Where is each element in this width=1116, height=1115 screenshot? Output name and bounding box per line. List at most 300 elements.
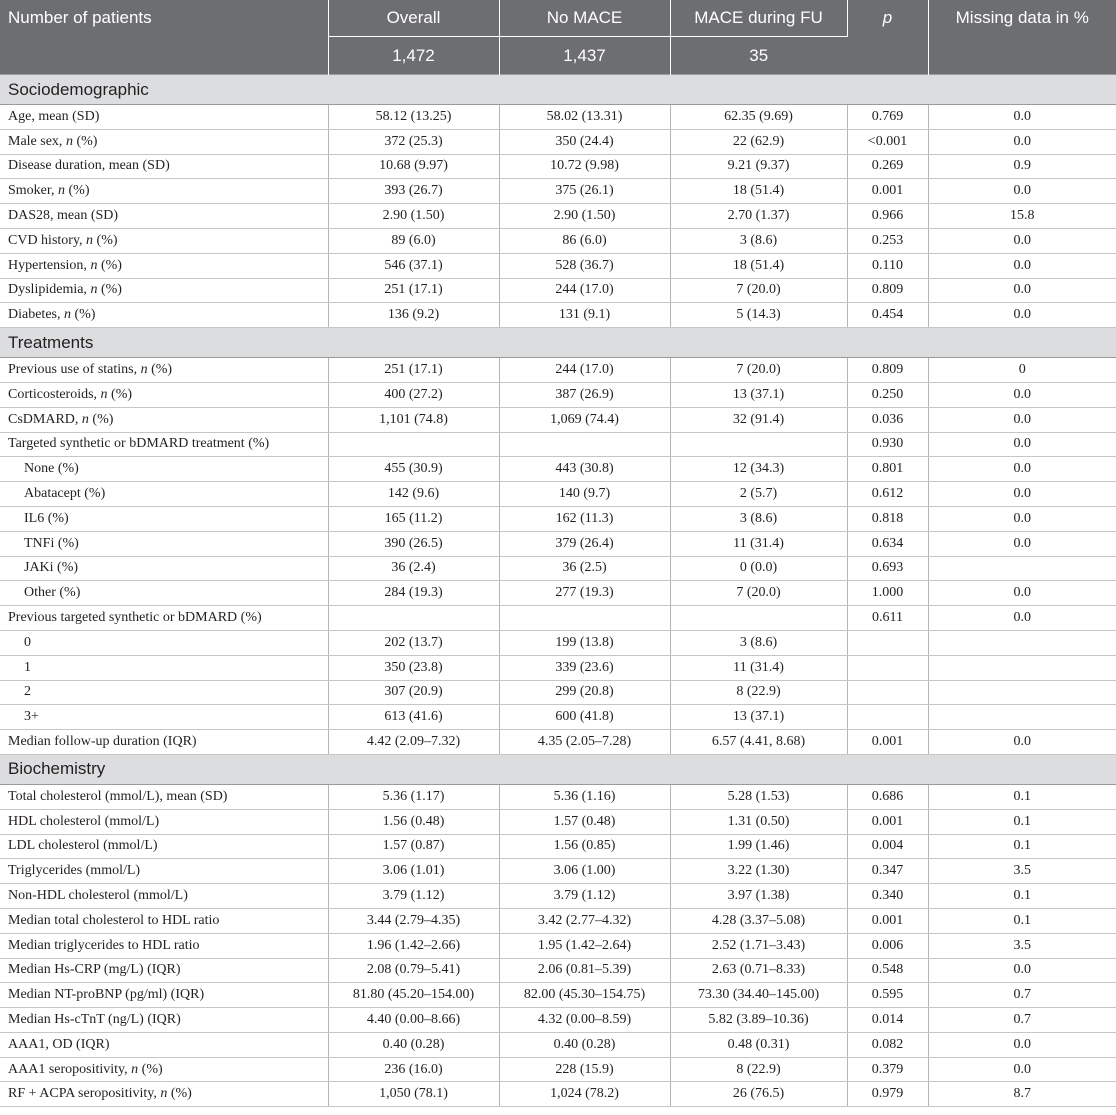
overall-value: 251 (17.1) bbox=[328, 358, 499, 383]
no-mace-value: 199 (13.8) bbox=[499, 630, 670, 655]
overall-value: 1,050 (78.1) bbox=[328, 1082, 499, 1107]
missing-value: 0.1 bbox=[928, 834, 1116, 859]
table-row bbox=[0, 983, 1116, 1008]
mace-value: 7 (20.0) bbox=[670, 358, 847, 383]
row-label bbox=[0, 1032, 328, 1057]
row-label: Hypertension, n (%) bbox=[0, 253, 328, 278]
mace-value: 6.57 (4.41, 8.68) bbox=[670, 730, 847, 755]
no-mace-value: 277 (19.3) bbox=[499, 581, 670, 606]
mace-value: 2.70 (1.37) bbox=[670, 204, 847, 229]
no-mace-value: 443 (30.8) bbox=[499, 457, 670, 482]
overall-value: 372 (25.3) bbox=[328, 129, 499, 154]
overall-value: 236 (16.0) bbox=[328, 1057, 499, 1082]
row-label-text: HDL cholesterol (mmol/L) bbox=[8, 813, 160, 829]
missing-value: 0.1 bbox=[928, 809, 1116, 834]
no-mace-value: 1,069 (74.4) bbox=[499, 407, 670, 432]
table-row bbox=[0, 933, 1116, 958]
p-value: 0.004 bbox=[847, 834, 928, 859]
overall-value: 613 (41.6) bbox=[328, 705, 499, 730]
row-label-text: Targeted synthetic or bDMARD treatment (%) bbox=[8, 436, 270, 452]
missing-value bbox=[928, 630, 1116, 655]
table-row bbox=[0, 1057, 1116, 1082]
row-label-text: JAKi (%) bbox=[24, 560, 79, 576]
row-label-text: DAS28, mean (SD) bbox=[8, 208, 119, 224]
row-label: Previous use of statins, n (%) bbox=[0, 358, 328, 383]
no-mace-value bbox=[499, 432, 670, 457]
row-label: RF + ACPA seropositivity, n (%) bbox=[0, 1082, 328, 1107]
missing-value: 0.0 bbox=[928, 303, 1116, 328]
table-header bbox=[0, 0, 1116, 75]
missing-value: 0.0 bbox=[928, 531, 1116, 556]
section-header bbox=[0, 328, 1116, 358]
no-mace-value: 2.90 (1.50) bbox=[499, 204, 670, 229]
row-label-text: Male sex, bbox=[8, 133, 66, 149]
missing-value: 0.0 bbox=[928, 457, 1116, 482]
mace-value: 5.82 (3.89–10.36) bbox=[670, 1008, 847, 1033]
p-value: 1.000 bbox=[847, 581, 928, 606]
missing-value: 0.0 bbox=[928, 730, 1116, 755]
p-value: 0.966 bbox=[847, 204, 928, 229]
table-row bbox=[0, 859, 1116, 884]
missing-value: 8.7 bbox=[928, 1082, 1116, 1107]
no-mace-value: 5.36 (1.16) bbox=[499, 784, 670, 809]
row-label bbox=[0, 606, 328, 631]
n-symbol: n bbox=[90, 257, 98, 273]
missing-value bbox=[928, 655, 1116, 680]
p-value: 0.595 bbox=[847, 983, 928, 1008]
missing-value: 15.8 bbox=[928, 204, 1116, 229]
mace-value: 0.48 (0.31) bbox=[670, 1032, 847, 1057]
header-mace-during-fu: MACE during FU bbox=[670, 0, 847, 37]
table-row bbox=[0, 204, 1116, 229]
n-symbol: n bbox=[63, 307, 71, 323]
n-symbol: n bbox=[90, 282, 98, 298]
p-value: 0.454 bbox=[847, 303, 928, 328]
mace-value: 8 (22.9) bbox=[670, 680, 847, 705]
p-value: 0.082 bbox=[847, 1032, 928, 1057]
n-symbol: n bbox=[65, 133, 73, 149]
table-row bbox=[0, 407, 1116, 432]
no-mace-value: 528 (36.7) bbox=[499, 253, 670, 278]
mace-value bbox=[670, 606, 847, 631]
row-label-text: Median Hs-cTnT (ng/L) (IQR) bbox=[8, 1011, 181, 1027]
count-no-mace: 1,437 bbox=[499, 37, 670, 75]
header-missing-data: Missing data in % bbox=[928, 0, 1116, 75]
no-mace-value: 1.56 (0.85) bbox=[499, 834, 670, 859]
section-header bbox=[0, 754, 1116, 784]
overall-value: 142 (9.6) bbox=[328, 482, 499, 507]
n-symbol: n bbox=[86, 232, 94, 248]
missing-value: 0.0 bbox=[928, 581, 1116, 606]
mace-value: 5.28 (1.53) bbox=[670, 784, 847, 809]
row-label: AAA1 seropositivity, n (%) bbox=[0, 1057, 328, 1082]
row-label: Smoker, n (%) bbox=[0, 179, 328, 204]
row-label bbox=[0, 958, 328, 983]
row-label-text: None (%) bbox=[24, 461, 79, 477]
p-value: 0.686 bbox=[847, 784, 928, 809]
row-label: CsDMARD, n (%) bbox=[0, 407, 328, 432]
row-label-text: Median NT-proBNP (pg/ml) (IQR) bbox=[8, 987, 205, 1003]
header-p-value: p bbox=[847, 0, 928, 75]
missing-value bbox=[928, 705, 1116, 730]
row-label-text: 1 bbox=[24, 659, 31, 675]
mace-value: 73.30 (34.40–145.00) bbox=[670, 983, 847, 1008]
mace-value: 3.22 (1.30) bbox=[670, 859, 847, 884]
row-label bbox=[0, 630, 328, 655]
p-value: 0.611 bbox=[847, 606, 928, 631]
no-mace-value: 1,024 (78.2) bbox=[499, 1082, 670, 1107]
table-row bbox=[0, 1032, 1116, 1057]
n-symbol: n bbox=[140, 362, 148, 378]
row-label bbox=[0, 908, 328, 933]
table-row bbox=[0, 705, 1116, 730]
p-value: 0.006 bbox=[847, 933, 928, 958]
row-label-text: CsDMARD, bbox=[8, 411, 82, 427]
header-overall: Overall bbox=[328, 0, 499, 37]
overall-value: 3.44 (2.79–4.35) bbox=[328, 908, 499, 933]
no-mace-value: 228 (15.9) bbox=[499, 1057, 670, 1082]
missing-value: 0.7 bbox=[928, 1008, 1116, 1033]
mace-value: 18 (51.4) bbox=[670, 179, 847, 204]
no-mace-value: 1.57 (0.48) bbox=[499, 809, 670, 834]
n-symbol: n bbox=[81, 411, 89, 427]
table-row bbox=[0, 1008, 1116, 1033]
p-value: 0.930 bbox=[847, 432, 928, 457]
missing-value: 0.0 bbox=[928, 179, 1116, 204]
row-label bbox=[0, 784, 328, 809]
table-row bbox=[0, 606, 1116, 631]
no-mace-value: 350 (24.4) bbox=[499, 129, 670, 154]
table-row bbox=[0, 303, 1116, 328]
missing-value: 0.0 bbox=[928, 278, 1116, 303]
row-label bbox=[0, 531, 328, 556]
no-mace-value: 299 (20.8) bbox=[499, 680, 670, 705]
row-label-text: Median follow-up duration (IQR) bbox=[8, 734, 197, 750]
row-label-text: LDL cholesterol (mmol/L) bbox=[8, 838, 158, 854]
row-label-text: Corticosteroids, bbox=[8, 386, 101, 402]
row-label-text: RF + ACPA seropositivity, bbox=[8, 1086, 161, 1102]
row-label-text: 2 bbox=[24, 684, 31, 700]
missing-value: 0.0 bbox=[928, 482, 1116, 507]
p-value bbox=[847, 705, 928, 730]
row-label-text: CVD history, bbox=[8, 232, 87, 248]
row-label-text: Non-HDL cholesterol (mmol/L) bbox=[8, 888, 188, 903]
p-value: 0.269 bbox=[847, 154, 928, 179]
row-label-text: Hypertension, bbox=[8, 257, 91, 273]
missing-value: 0.0 bbox=[928, 105, 1116, 130]
overall-value: 393 (26.7) bbox=[328, 179, 499, 204]
table-row bbox=[0, 680, 1116, 705]
overall-value: 350 (23.8) bbox=[328, 655, 499, 680]
mace-value: 13 (37.1) bbox=[670, 705, 847, 730]
n-symbol: n bbox=[100, 386, 108, 402]
row-label: Male sex, n (%) bbox=[0, 129, 328, 154]
row-label-text: 3+ bbox=[24, 709, 39, 725]
overall-value: 165 (11.2) bbox=[328, 506, 499, 531]
n-symbol: n bbox=[131, 1061, 139, 1077]
table-row bbox=[0, 809, 1116, 834]
overall-value: 546 (37.1) bbox=[328, 253, 499, 278]
missing-value: 0.0 bbox=[928, 506, 1116, 531]
table-row bbox=[0, 253, 1116, 278]
no-mace-value: 36 (2.5) bbox=[499, 556, 670, 581]
overall-value: 136 (9.2) bbox=[328, 303, 499, 328]
p-value: 0.036 bbox=[847, 407, 928, 432]
p-value: 0.809 bbox=[847, 358, 928, 383]
p-value bbox=[847, 630, 928, 655]
p-value: 0.693 bbox=[847, 556, 928, 581]
mace-value: 2.52 (1.71–3.43) bbox=[670, 933, 847, 958]
table-row bbox=[0, 655, 1116, 680]
table-row bbox=[0, 581, 1116, 606]
row-label-text: Diabetes, bbox=[8, 307, 64, 323]
row-label-text: AAA1, OD (IQR) bbox=[8, 1036, 110, 1052]
mace-value: 13 (37.1) bbox=[670, 382, 847, 407]
p-value: 0.801 bbox=[847, 457, 928, 482]
table-row bbox=[0, 382, 1116, 407]
table-row bbox=[0, 1082, 1116, 1107]
overall-value: 2.90 (1.50) bbox=[328, 204, 499, 229]
p-value: 0.347 bbox=[847, 859, 928, 884]
p-value: 0.250 bbox=[847, 382, 928, 407]
p-value: <0.001 bbox=[847, 129, 928, 154]
row-label bbox=[0, 1008, 328, 1033]
missing-value: 0.0 bbox=[928, 606, 1116, 631]
no-mace-value: 1.95 (1.42–2.64) bbox=[499, 933, 670, 958]
no-mace-value: 82.00 (45.30–154.75) bbox=[499, 983, 670, 1008]
missing-value: 3.5 bbox=[928, 933, 1116, 958]
p-value: 0.001 bbox=[847, 730, 928, 755]
row-label bbox=[0, 482, 328, 507]
mace-value: 3 (8.6) bbox=[670, 506, 847, 531]
missing-value: 3.5 bbox=[928, 859, 1116, 884]
missing-value: 0.1 bbox=[928, 784, 1116, 809]
mace-value: 1.31 (0.50) bbox=[670, 809, 847, 834]
count-mace-during-fu: 35 bbox=[670, 37, 847, 75]
row-label-text: Median triglycerides to HDL ratio bbox=[8, 937, 200, 953]
mace-value: 2.63 (0.71–8.33) bbox=[670, 958, 847, 983]
overall-value: 3.06 (1.01) bbox=[328, 859, 499, 884]
no-mace-value: 131 (9.1) bbox=[499, 303, 670, 328]
p-value: 0.001 bbox=[847, 809, 928, 834]
overall-value: 4.42 (2.09–7.32) bbox=[328, 730, 499, 755]
no-mace-value: 244 (17.0) bbox=[499, 358, 670, 383]
p-value: 0.001 bbox=[847, 179, 928, 204]
missing-value: 0.1 bbox=[928, 908, 1116, 933]
no-mace-value: 4.32 (0.00–8.59) bbox=[499, 1008, 670, 1033]
mace-value: 62.35 (9.69) bbox=[670, 105, 847, 130]
row-label-text: TNFi (%) bbox=[24, 535, 79, 551]
section-title: Treatments bbox=[0, 328, 1116, 358]
header-no-mace: No MACE bbox=[499, 0, 670, 37]
row-label bbox=[0, 154, 328, 179]
missing-value: 0.0 bbox=[928, 958, 1116, 983]
missing-value: 0 bbox=[928, 358, 1116, 383]
no-mace-value: 2.06 (0.81–5.39) bbox=[499, 958, 670, 983]
missing-value: 0.0 bbox=[928, 1032, 1116, 1057]
no-mace-value: 600 (41.8) bbox=[499, 705, 670, 730]
row-label-text: Dyslipidemia, bbox=[8, 282, 91, 298]
table-row bbox=[0, 884, 1116, 909]
overall-value bbox=[328, 606, 499, 631]
section-title: Biochemistry bbox=[0, 754, 1116, 784]
missing-value: 0.0 bbox=[928, 129, 1116, 154]
missing-value: 0.0 bbox=[928, 253, 1116, 278]
row-label-text: Smoker, bbox=[8, 183, 58, 199]
overall-value: 284 (19.3) bbox=[328, 581, 499, 606]
mace-value: 2 (5.7) bbox=[670, 482, 847, 507]
overall-value: 1.56 (0.48) bbox=[328, 809, 499, 834]
table-row bbox=[0, 432, 1116, 457]
row-label-text: IL6 (%) bbox=[24, 510, 69, 526]
table-row bbox=[0, 457, 1116, 482]
no-mace-value: 58.02 (13.31) bbox=[499, 105, 670, 130]
missing-value: 0.0 bbox=[928, 228, 1116, 253]
row-label-text: Median Hs-CRP (mg/L) (IQR) bbox=[8, 962, 181, 978]
no-mace-value: 339 (23.6) bbox=[499, 655, 670, 680]
row-label bbox=[0, 859, 328, 884]
table-row bbox=[0, 908, 1116, 933]
row-label bbox=[0, 730, 328, 755]
section-header bbox=[0, 75, 1116, 105]
row-label bbox=[0, 204, 328, 229]
overall-value: 3.79 (1.12) bbox=[328, 884, 499, 909]
table-row bbox=[0, 784, 1116, 809]
table-body bbox=[0, 75, 1116, 1107]
row-label: CVD history, n (%) bbox=[0, 228, 328, 253]
p-value: 0.809 bbox=[847, 278, 928, 303]
p-value: 0.014 bbox=[847, 1008, 928, 1033]
row-label: Corticosteroids, n (%) bbox=[0, 382, 328, 407]
overall-value bbox=[328, 432, 499, 457]
table-row bbox=[0, 482, 1116, 507]
row-label-text: Previous use of statins, bbox=[8, 362, 141, 378]
row-label: Diabetes, n (%) bbox=[0, 303, 328, 328]
mace-value: 12 (34.3) bbox=[670, 457, 847, 482]
p-value: 0.379 bbox=[847, 1057, 928, 1082]
row-label bbox=[0, 655, 328, 680]
overall-value: 1,101 (74.8) bbox=[328, 407, 499, 432]
overall-value: 5.36 (1.17) bbox=[328, 784, 499, 809]
no-mace-value: 379 (26.4) bbox=[499, 531, 670, 556]
mace-value: 26 (76.5) bbox=[670, 1082, 847, 1107]
overall-value: 2.08 (0.79–5.41) bbox=[328, 958, 499, 983]
overall-value: 202 (13.7) bbox=[328, 630, 499, 655]
row-label bbox=[0, 105, 328, 130]
table-row bbox=[0, 834, 1116, 859]
row-label bbox=[0, 457, 328, 482]
mace-value: 9.21 (9.37) bbox=[670, 154, 847, 179]
overall-value: 58.12 (13.25) bbox=[328, 105, 499, 130]
no-mace-value: 3.79 (1.12) bbox=[499, 884, 670, 909]
overall-value: 0.40 (0.28) bbox=[328, 1032, 499, 1057]
table-row bbox=[0, 531, 1116, 556]
overall-value: 81.80 (45.20–154.00) bbox=[328, 983, 499, 1008]
table-row bbox=[0, 278, 1116, 303]
row-label: Dyslipidemia, n (%) bbox=[0, 278, 328, 303]
mace-value bbox=[670, 432, 847, 457]
mace-value: 7 (20.0) bbox=[670, 581, 847, 606]
row-label-text: Other (%) bbox=[24, 585, 81, 601]
p-value: 0.634 bbox=[847, 531, 928, 556]
overall-value: 4.40 (0.00–8.66) bbox=[328, 1008, 499, 1033]
mace-value: 1.99 (1.46) bbox=[670, 834, 847, 859]
overall-value: 390 (26.5) bbox=[328, 531, 499, 556]
row-label bbox=[0, 809, 328, 834]
row-label-text: Previous targeted synthetic or bDMARD (%) bbox=[8, 610, 262, 626]
no-mace-value: 4.35 (2.05–7.28) bbox=[499, 730, 670, 755]
row-label bbox=[0, 680, 328, 705]
overall-value: 89 (6.0) bbox=[328, 228, 499, 253]
overall-value: 455 (30.9) bbox=[328, 457, 499, 482]
section-title: Sociodemographic bbox=[0, 75, 1116, 105]
row-label bbox=[0, 556, 328, 581]
no-mace-value: 3.42 (2.77–4.32) bbox=[499, 908, 670, 933]
mace-value: 3 (8.6) bbox=[670, 630, 847, 655]
table-row bbox=[0, 506, 1116, 531]
row-label bbox=[0, 506, 328, 531]
p-value: 0.979 bbox=[847, 1082, 928, 1107]
table-row bbox=[0, 958, 1116, 983]
p-value: 0.818 bbox=[847, 506, 928, 531]
overall-value: 400 (27.2) bbox=[328, 382, 499, 407]
mace-value: 18 (51.4) bbox=[670, 253, 847, 278]
no-mace-value: 244 (17.0) bbox=[499, 278, 670, 303]
p-value: 0.612 bbox=[847, 482, 928, 507]
overall-value: 10.68 (9.97) bbox=[328, 154, 499, 179]
no-mace-value: 0.40 (0.28) bbox=[499, 1032, 670, 1057]
no-mace-value: 86 (6.0) bbox=[499, 228, 670, 253]
missing-value: 0.0 bbox=[928, 407, 1116, 432]
row-label bbox=[0, 705, 328, 730]
p-value: 0.548 bbox=[847, 958, 928, 983]
mace-value: 7 (20.0) bbox=[670, 278, 847, 303]
overall-value: 307 (20.9) bbox=[328, 680, 499, 705]
missing-value: 0.0 bbox=[928, 382, 1116, 407]
row-label-text: Triglycerides (mmol/L) bbox=[8, 863, 141, 879]
p-value: 0.253 bbox=[847, 228, 928, 253]
p-value: 0.340 bbox=[847, 884, 928, 909]
row-label-text: AAA1 seropositivity, bbox=[8, 1061, 132, 1077]
p-value: 0.110 bbox=[847, 253, 928, 278]
mace-value: 3 (8.6) bbox=[670, 228, 847, 253]
no-mace-value: 375 (26.1) bbox=[499, 179, 670, 204]
overall-value: 36 (2.4) bbox=[328, 556, 499, 581]
mace-value: 0 (0.0) bbox=[670, 556, 847, 581]
row-label bbox=[0, 581, 328, 606]
missing-value bbox=[928, 680, 1116, 705]
row-label-text: Disease duration, mean (SD) bbox=[8, 158, 170, 174]
missing-value: 0.1 bbox=[928, 884, 1116, 909]
p-value bbox=[847, 680, 928, 705]
row-label bbox=[0, 432, 328, 457]
table-row bbox=[0, 358, 1116, 383]
row-label bbox=[0, 834, 328, 859]
row-label-text: Abatacept (%) bbox=[24, 486, 106, 502]
p-value: 0.769 bbox=[847, 105, 928, 130]
row-label-text: Total cholesterol (mmol/L), mean (SD) bbox=[8, 788, 228, 804]
mace-value: 11 (31.4) bbox=[670, 655, 847, 680]
table-row bbox=[0, 556, 1116, 581]
no-mace-value: 10.72 (9.98) bbox=[499, 154, 670, 179]
overall-value: 1.57 (0.87) bbox=[328, 834, 499, 859]
n-symbol: n bbox=[160, 1086, 168, 1102]
mace-value: 8 (22.9) bbox=[670, 1057, 847, 1082]
no-mace-value: 140 (9.7) bbox=[499, 482, 670, 507]
row-label-text: Age, mean (SD) bbox=[8, 108, 100, 124]
p-value bbox=[847, 655, 928, 680]
p-value: 0.001 bbox=[847, 908, 928, 933]
